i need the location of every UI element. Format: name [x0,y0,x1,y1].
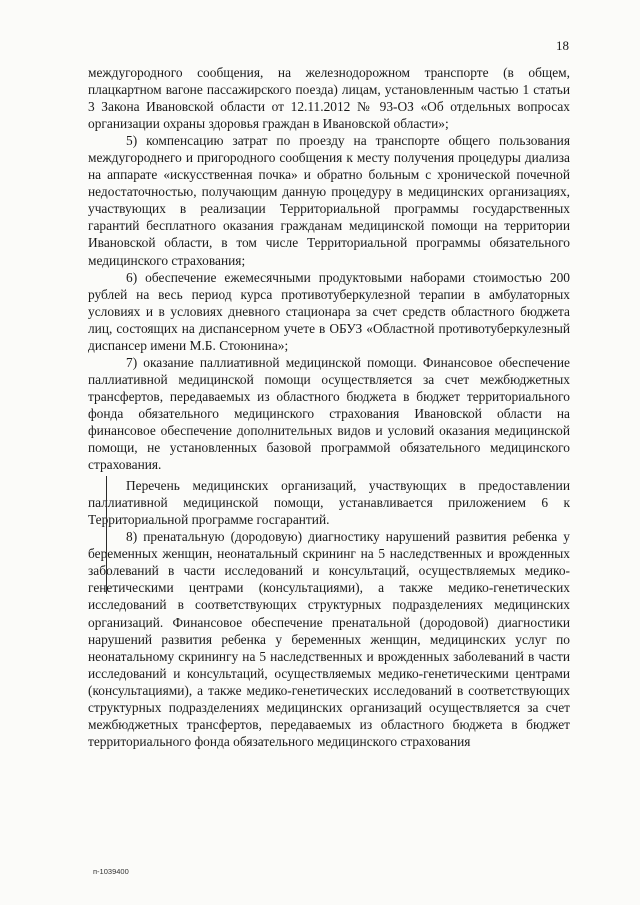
margin-mark-line [106,476,107,594]
paragraph-item-8: 8) пренатальную (дородовую) диагностику нарушений развития ребенка у беременных женщин, неонатальный скрининг на 5 наследственных и врожденных заболеваний в части исследований и консультаций, осуществляемых медико-генетическими центрами (консультациями), а также медико-генетических исследований в соответствующих структурных подразделениях медицинских организаций. Финансовое обеспечение пренатальной (дородовой) диагностики нарушений развития ребенка у беременных женщин, медицинских услуг по неонатальному скринингу на 5 наследственных и врожденных заболеваний в части исследований и консультаций, осуществляемых медико-генетическими центрами (консультациями), а также медико-генетических исследований в соответствующих структурных подразделениях медицинских организаций осуществляется за счет межбюджетных трансфертов, передаваемых из областного бюджета в бюджет территориального фонда обязательного медицинского страхования [88,529,570,749]
paragraph-item-5: 5) компенсацию затрат по проезду на транспорте общего пользования междугороднего и пригородного сообщения к месту получения процедуры диализа на аппарате «искусственная почка» и обратно больным с хронической почечной недостаточностью, получающим данную процедуру в медицинских организациях, участвующих в реализации Территориальной программы государственных гарантий бесплатного оказания гражданам медицинской помощи на территории Ивановской области, в том числе Территориальной программы обязательного медицинского страхования; [88,133,570,268]
paragraph-item-7: 7) оказание паллиативной медицинской помощи. Финансовое обеспечение паллиативной медицинской помощи осуществляется за счет межбюджетных трансфертов, передаваемых из областного бюджета в бюджет территориального фонда обязательного медицинского страхования Ивановской области на финансовое обеспечение дополнительных видов и условий оказания медицинской помощи, не установленных базовой программой обязательного медицинского страхования. [88,354,570,473]
footer-document-code: п-1039400 [93,867,129,876]
paragraph-continuation: междугородного сообщения, на железнодорожном транспорте (в общем, плацкартном вагоне пассажирского поезда) лицам, установленным частью 1 статьи 3 Закона Ивановской области от 12.11.2012 № 93-ОЗ «Об отдельных вопросах организации охраны здоровья граждан в Ивановской области»; [88,65,570,132]
page-number: 18 [556,38,569,53]
paragraph-item-6: 6) обеспечение ежемесячными продуктовыми наборами стоимостью 200 рублей на весь период курса противотуберкулезной терапии в амбулаторных условиях и в условиях дневного стационара за счет средств областного бюджета лиц, состоящих на диспансерном учете в ОБУЗ «Областной противотуберкулезный диспансер имени М.Б. Стоюнина»; [88,269,570,353]
document-body [88,64,570,750]
paragraph-palliative-list: Перечень медицинских организаций, участвующих в предоставлении паллиативной медицинской помощи, устанавливается приложением 6 к Территориальной программе госгарантий. [88,478,570,528]
